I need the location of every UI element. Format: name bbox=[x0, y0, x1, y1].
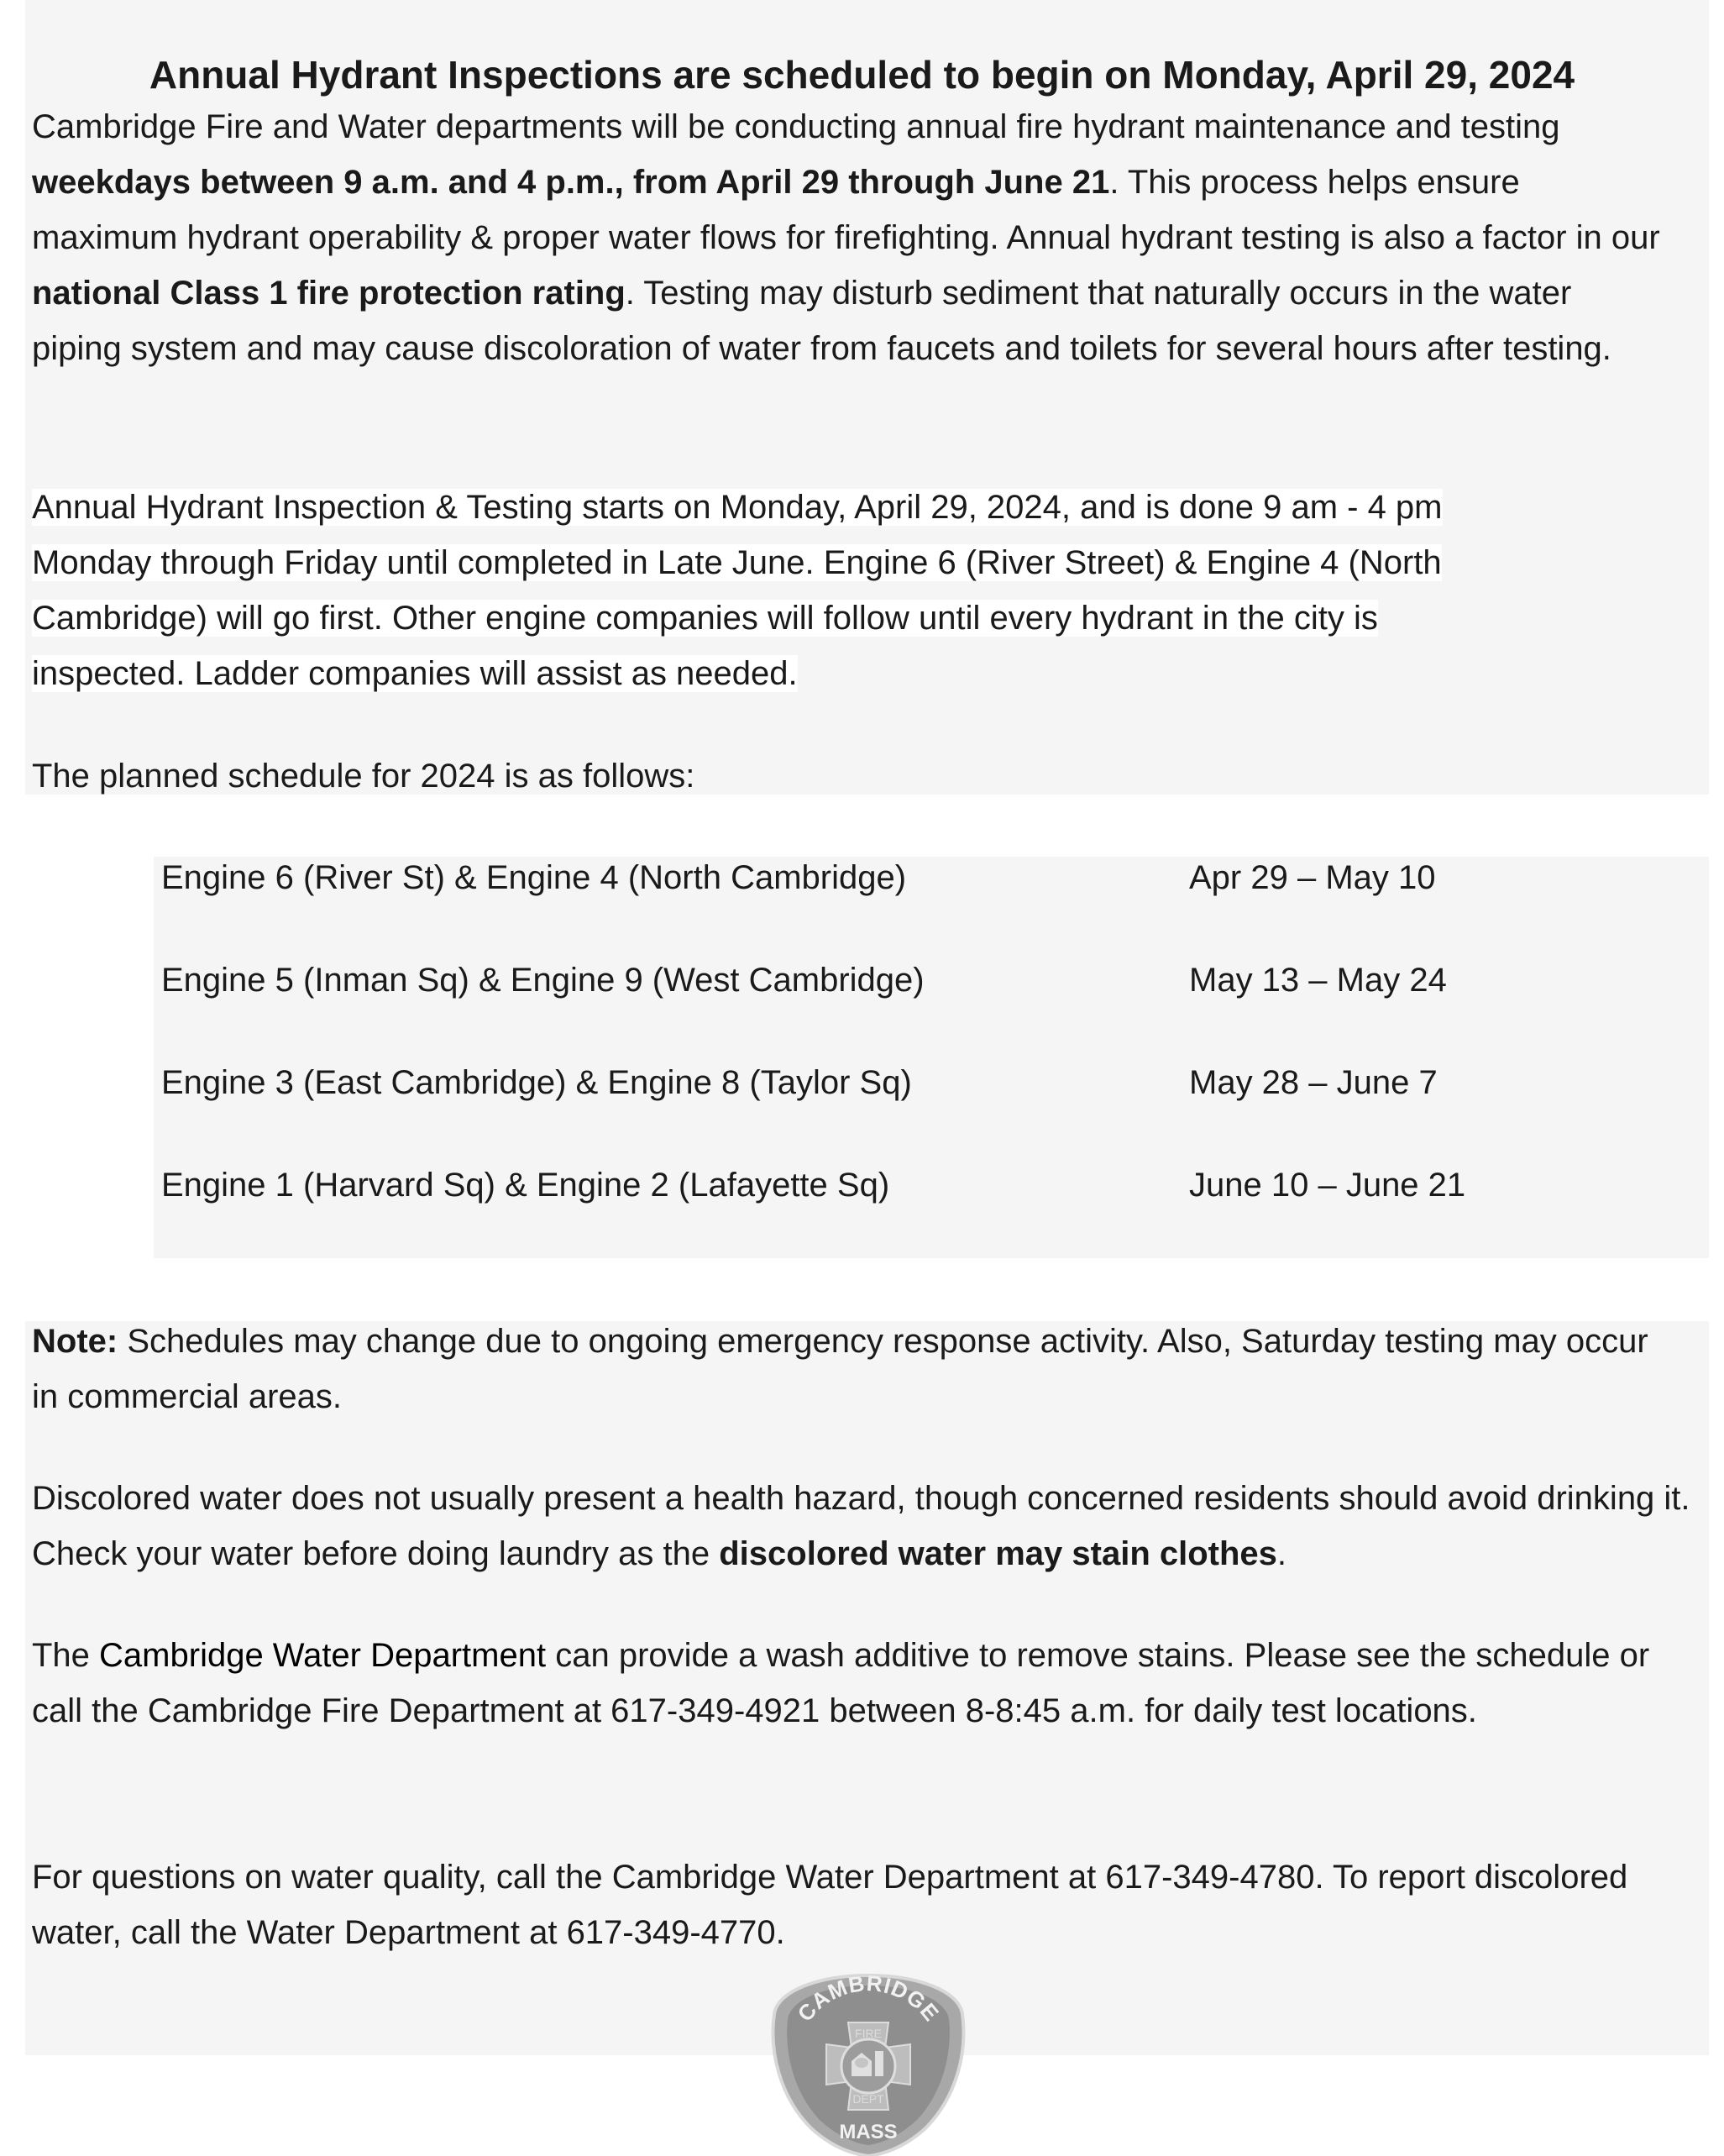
discolored-text-1: Discolored water does not usually present a health hazard, though concerned residents should avoid drinking it. Check your water before doing laundry as the bbox=[32, 1480, 1690, 1572]
wash-text-1: The bbox=[32, 1637, 100, 1674]
badge-dept-text: DEPT bbox=[852, 2092, 884, 2106]
page-title: Annual Hydrant Inspections are scheduled to begin on Monday, April 29, 2024 bbox=[149, 52, 1575, 97]
schedule-engines: Engine 3 (East Cambridge) & Engine 8 (Taylor Sq) bbox=[161, 1064, 912, 1101]
schedule-dates: May 28 – June 7 bbox=[1189, 1064, 1438, 1101]
discolored-paragraph bbox=[32, 1471, 1703, 1582]
schedule-engines: Engine 5 (Inman Sq) & Engine 9 (West Cambridge) bbox=[161, 962, 925, 999]
discolored-bold: discolored water may stain clothes bbox=[719, 1535, 1277, 1572]
water-department-link[interactable]: Cambridge Water Department bbox=[99, 1637, 547, 1674]
schedule-dates: June 10 – June 21 bbox=[1189, 1167, 1466, 1204]
intro-text-1: Cambridge Fire and Water departments will be conducting annual fire hydrant maintenance and testing bbox=[32, 108, 1560, 145]
start-line-3: Cambridge) will go first. Other engine companies will follow until every hydrant in the city is bbox=[32, 600, 1378, 637]
badge-top-text: CAMBRIDGE bbox=[792, 1970, 945, 2027]
intro-text-2: . This process helps ensure maximum hydrant operability & proper water flows for firefighting. Annual hydrant testing is also a factor in our bbox=[32, 164, 1660, 256]
schedule-dates: Apr 29 – May 10 bbox=[1189, 859, 1436, 896]
discolored-text-2: . bbox=[1276, 1535, 1287, 1572]
intro-text-3: . Testing may disturb sediment that naturally occurs in the water piping system and may cause discoloration of water from faucets and toilets for several hours after testing. bbox=[32, 275, 1611, 367]
schedule-row bbox=[0, 952, 1724, 1008]
intro-bold-rating: national Class 1 fire protection rating bbox=[32, 275, 626, 312]
start-line-1: Annual Hydrant Inspection & Testing starts on Monday, April 29, 2024, and is done 9 am - 4 pm bbox=[32, 489, 1443, 526]
schedule-engines: Engine 1 (Harvard Sq) & Engine 2 (Lafayette Sq) bbox=[161, 1167, 890, 1204]
note-text: Schedules may change due to ongoing emergency response activity. Also, Saturday testing may occur in commercial areas. bbox=[32, 1323, 1648, 1415]
note-label: Note: bbox=[32, 1323, 118, 1360]
schedule-dates: May 13 – May 24 bbox=[1189, 962, 1447, 999]
intro-bold-dates: weekdays between 9 a.m. and 4 p.m., from April 29 through June 21 bbox=[32, 164, 1110, 201]
start-paragraph bbox=[32, 480, 1443, 701]
schedule-engines: Engine 6 (River St) & Engine 4 (North Cambridge) bbox=[161, 859, 907, 896]
wash-paragraph bbox=[32, 1628, 1699, 1739]
start-line-2: Monday through Friday until completed in Late June. Engine 6 (River Street) & Engine 4 (North bbox=[32, 544, 1442, 581]
wash-text-2: can provide a wash additive to remove stains. Please see the schedule or call the Cambridge Fire Department at 617-349-4921 between 8-8:45 a.m. for daily test locations. bbox=[32, 1637, 1650, 1729]
schedule-row bbox=[0, 850, 1724, 905]
intro-paragraph bbox=[32, 99, 1669, 376]
badge-fire-text: FIRE bbox=[855, 2027, 882, 2040]
schedule-row bbox=[0, 1055, 1724, 1110]
badge-bottom-text: MASS bbox=[839, 2121, 898, 2143]
fire-dept-badge-logo bbox=[768, 1970, 969, 2156]
note-paragraph bbox=[32, 1314, 1678, 1424]
questions-paragraph: For questions on water quality, call the Cambridge Water Department at 617-349-4780. To report discolored water, call the Water Department at 617-349-4770. bbox=[32, 1859, 1628, 1951]
start-line-4: inspected. Ladder companies will assist as needed. bbox=[32, 655, 798, 692]
schedule-intro: The planned schedule for 2024 is as follows: bbox=[32, 758, 695, 795]
schedule-row bbox=[0, 1157, 1724, 1213]
